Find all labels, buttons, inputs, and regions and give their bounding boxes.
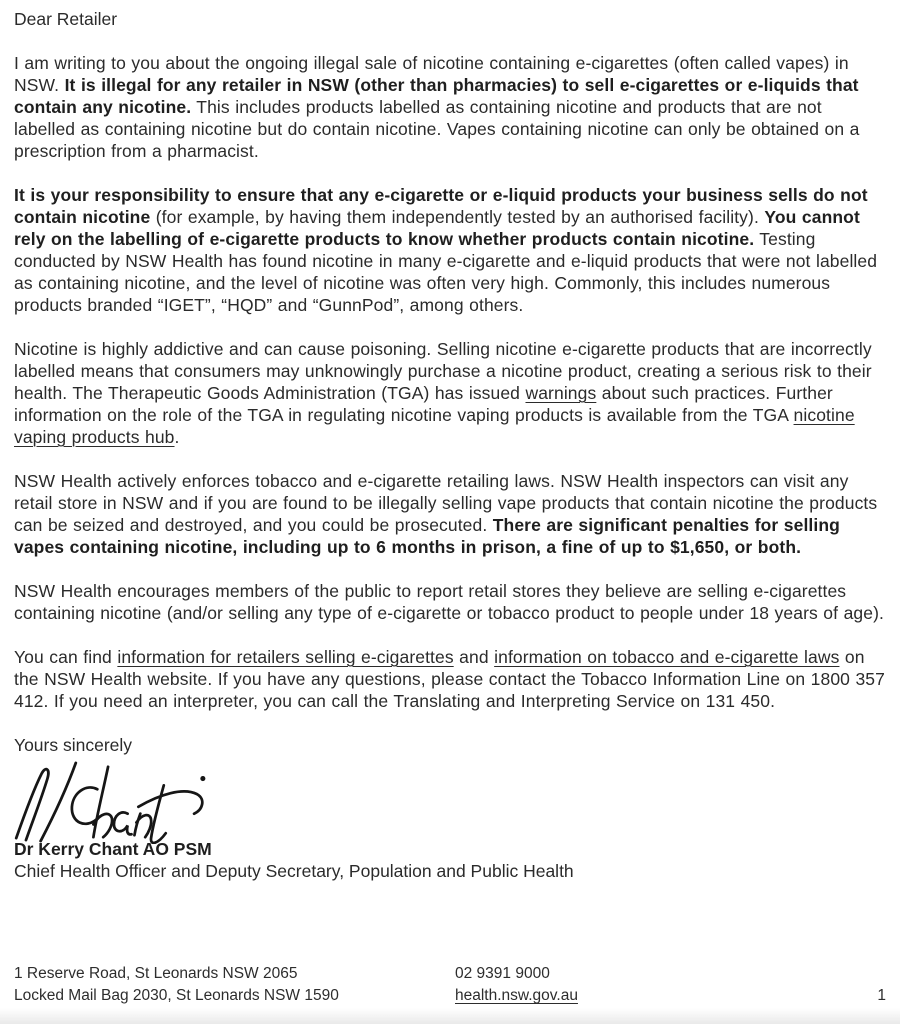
inline-link[interactable]: nicotine vaping products hub xyxy=(14,405,855,447)
footer-website-link[interactable]: health.nsw.gov.au xyxy=(455,987,578,1004)
text-run: about such practices. Further information on the role of the TGA in regulating nicotine vaping products is available from the TGA xyxy=(14,383,833,425)
text-run: NSW Health actively enforces tobacco and e-cigarette retailing laws. NSW Health inspectors can visit any retail store in NSW and if you are found to be illegally selling vape products that contain nicotine the products can be seized and destroyed, and you could be prosecuted. xyxy=(14,471,878,535)
page-number: 1 xyxy=(877,987,886,1004)
letter-body xyxy=(14,52,886,712)
inline-link[interactable]: information on tobacco and e-cigarette laws xyxy=(494,647,840,667)
text-run: I am writing to you about the ongoing illegal sale of nicotine containing e-cigarettes (often called vapes) in NSW. xyxy=(14,53,849,95)
footer-address-line2: Locked Mail Bag 2030, St Leonards NSW 1590 xyxy=(14,987,339,1004)
text-run: NSW Health encourages members of the public to report retail stores they believe are selling e-cigarettes containing nicotine (and/or selling any type of e-cigarette or tobacco product to people under 18 years of age). xyxy=(14,581,884,623)
signatory-title: Chief Health Officer and Deputy Secretary, Population and Public Health xyxy=(14,861,574,881)
text-run: on the NSW Health website. If you have any questions, please contact the Tobacco Information Line on 1800 357 412. If you need an interpreter, you can call the Translating and Interpreting Service on 131 450. xyxy=(14,647,885,711)
paragraph xyxy=(14,646,886,712)
text-run: and xyxy=(453,647,495,667)
footer-address xyxy=(14,963,455,1007)
footer-address-line1: 1 Reserve Road, St Leonards NSW 2065 xyxy=(14,965,298,982)
text-run: There are significant penalties for selling vapes containing nicotine, including up to 6 months in prison, a fine of up to $1,650, or both. xyxy=(14,515,840,557)
footer-phone: 02 9391 9000 xyxy=(455,965,550,982)
signatory-name: Dr Kerry Chant AO PSM xyxy=(14,839,212,859)
signature-image xyxy=(12,758,886,842)
inline-link[interactable]: warnings xyxy=(525,383,597,403)
salutation: Dear Retailer xyxy=(14,9,118,29)
page-footer xyxy=(14,963,886,1007)
paragraph xyxy=(14,470,886,558)
text-run: . xyxy=(174,427,180,447)
paragraph xyxy=(14,338,886,448)
text-run: You cannot rely on the labelling of e-cigarette products to know whether products contain nicotine. xyxy=(14,207,860,249)
text-run: Testing conducted by NSW Health has found nicotine in many e-cigarette and e-liquid products that were not labelled as containing nicotine, and the level of nicotine was often very high. Commonly, this includes numerous products branded “IGET”, “HQD” and “GunnPod”, among others. xyxy=(14,229,878,315)
inline-link[interactable]: information for retailers selling e-cigarettes xyxy=(117,647,454,667)
footer-contact xyxy=(455,963,877,1007)
text-run: This includes products labelled as containing nicotine and products that are not labelled as containing nicotine but do contain nicotine. Vapes containing nicotine can only be obtained on a prescription from a pharmacist. xyxy=(14,97,860,161)
text-run: It is your responsibility to ensure that any e-cigarette or e-liquid products your business sells do not contain nicotine xyxy=(14,185,868,227)
paragraph xyxy=(14,184,886,316)
text-run: (for example, by having them independently tested by an authorised facility). xyxy=(150,207,765,227)
text-run: It is illegal for any retailer in NSW (other than pharmacies) to sell e-cigarettes or e-liquids that contain any nicotine. xyxy=(14,75,859,117)
paragraph xyxy=(14,580,886,624)
scan-edge-shadow xyxy=(0,1008,900,1024)
text-run: Nicotine is highly addictive and can cause poisoning. Selling nicotine e-cigarette products that are incorrectly labelled means that consumers may unknowingly purchase a nicotine product, creating a serious risk to their health. The Therapeutic Goods Administration (TGA) has issued xyxy=(14,339,872,403)
closing-line: Yours sincerely xyxy=(14,735,133,755)
text-run: You can find xyxy=(14,647,118,667)
paragraph xyxy=(14,52,886,162)
